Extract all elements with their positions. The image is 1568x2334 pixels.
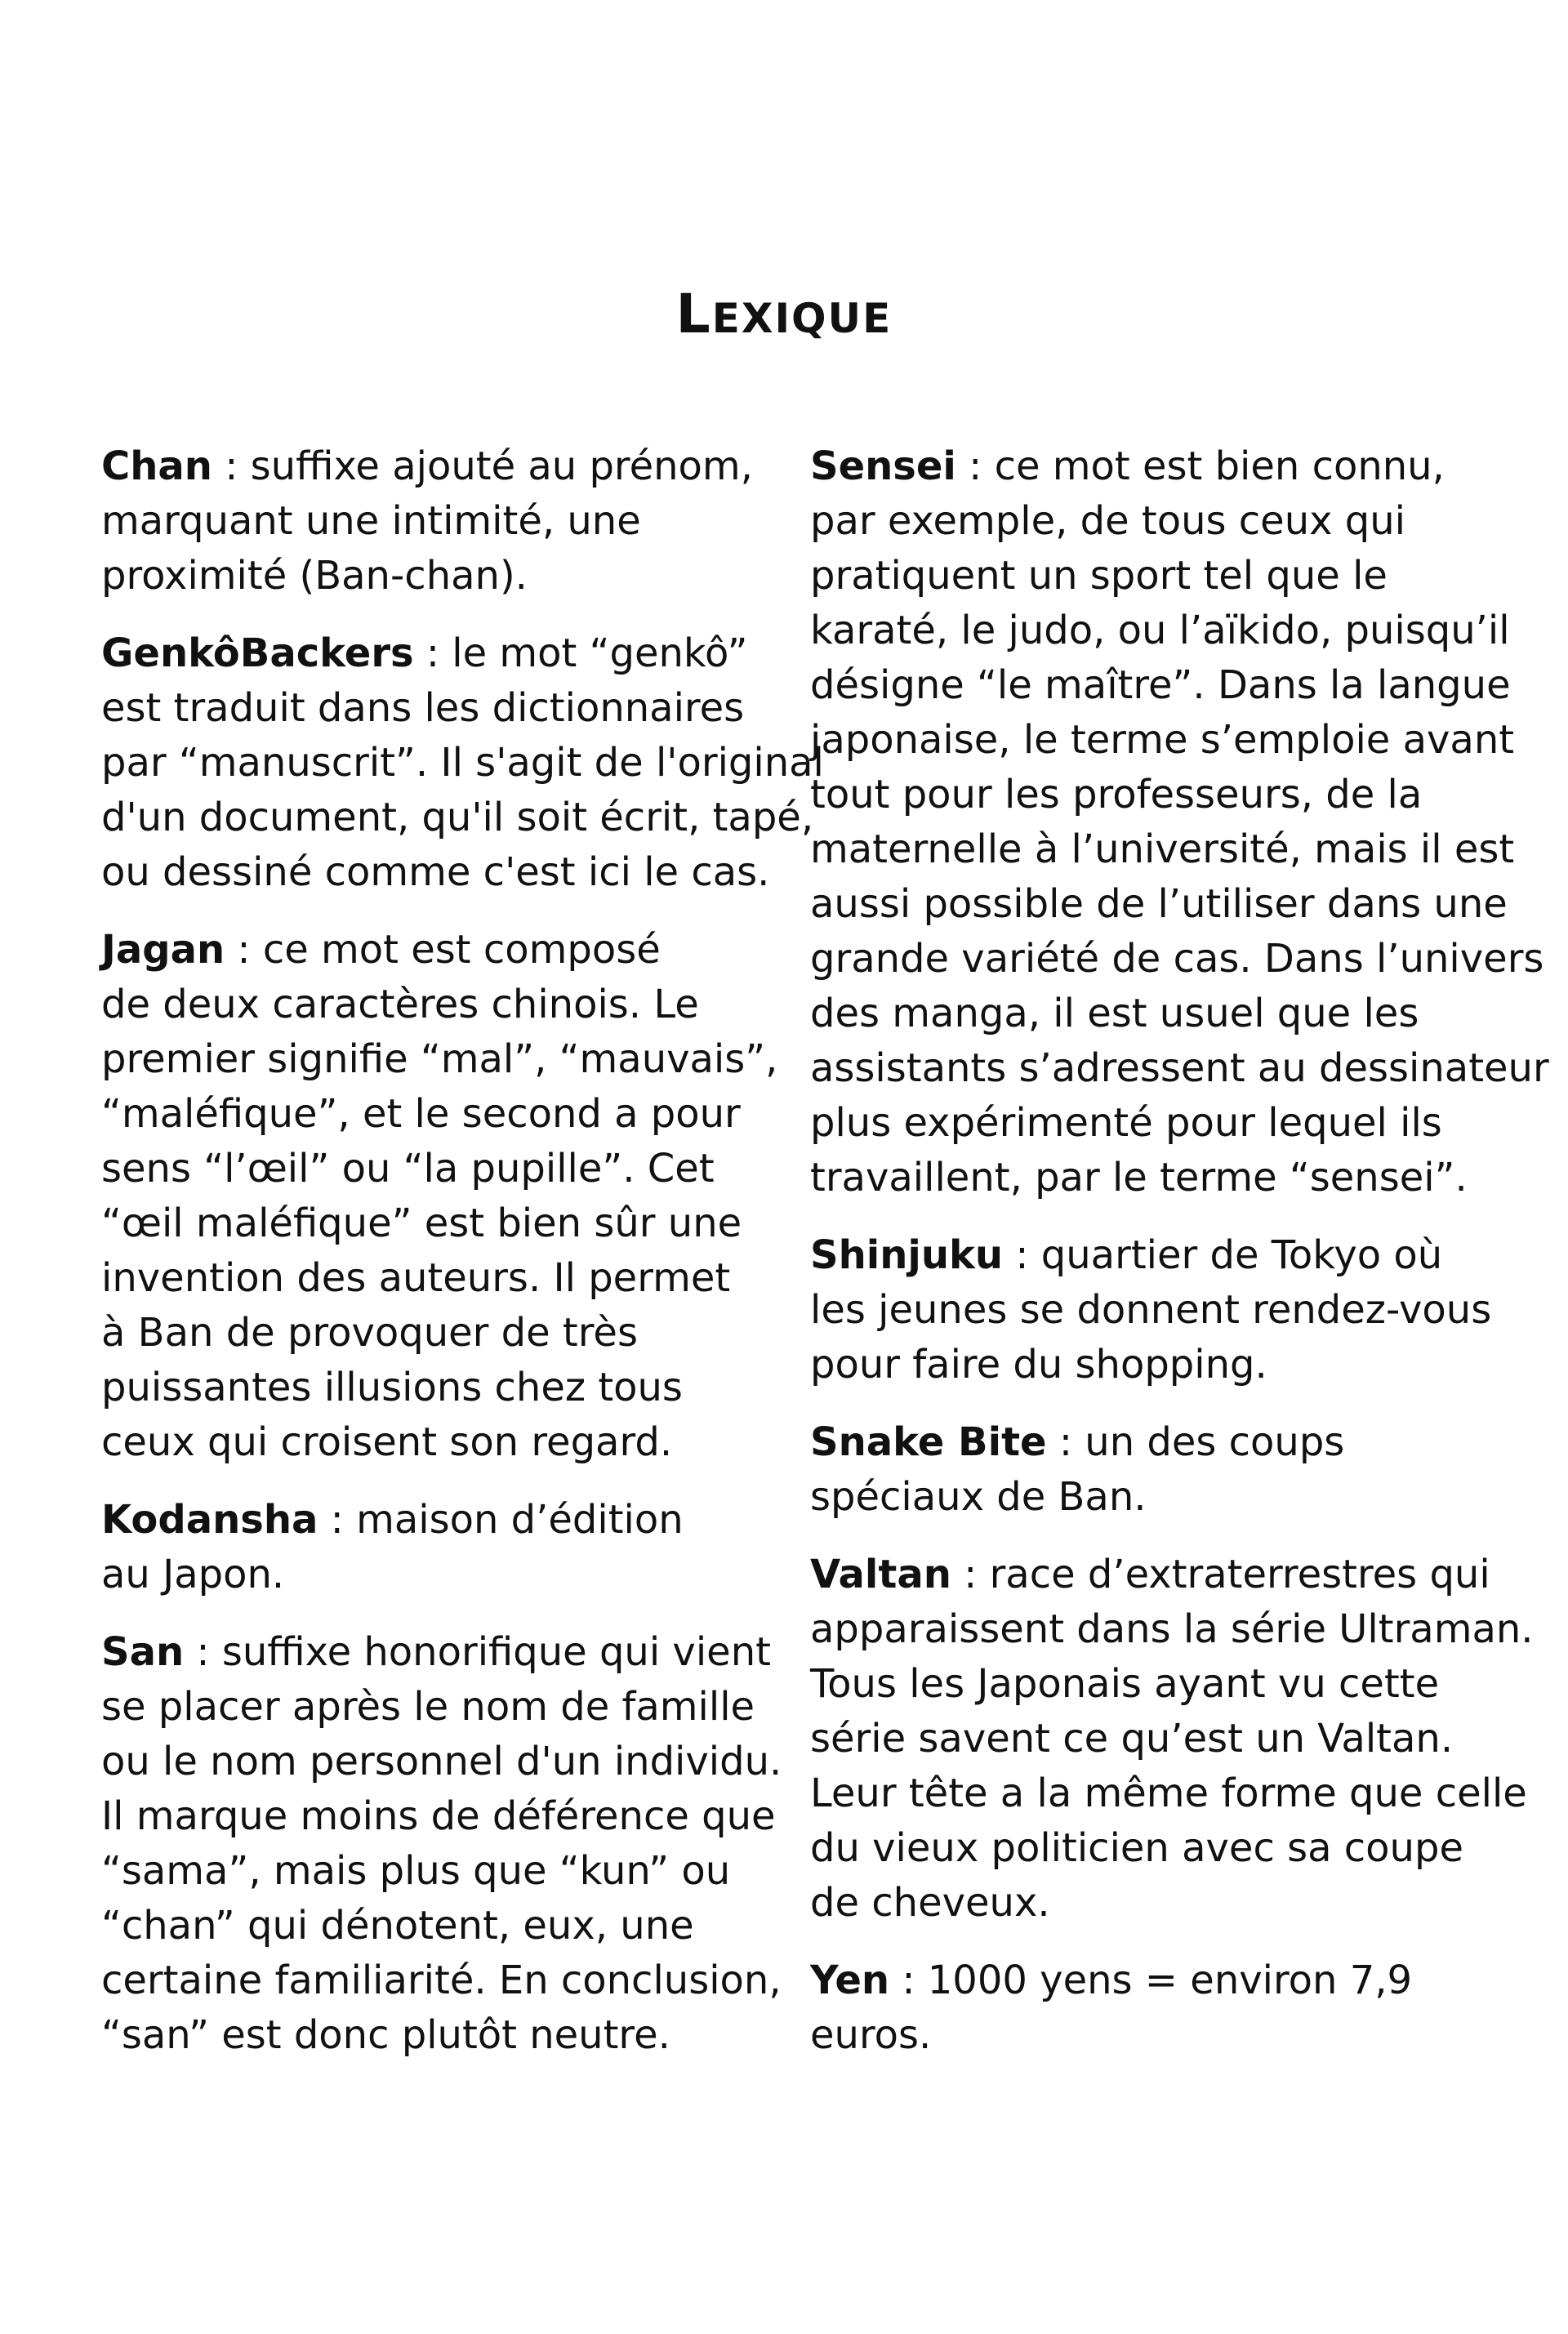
entry-line: euros. <box>810 2012 932 2058</box>
entry-line: “chan” qui dénotent, eux, une <box>101 1903 694 1949</box>
entry-line: au Japon. <box>101 1552 285 1597</box>
entry-line: à Ban de provoquer de très <box>101 1310 638 1356</box>
entry-line: par “manuscrit”. Il s'agit de l'original <box>101 740 824 786</box>
entry-line <box>101 1625 771 1680</box>
entry-definition: : maison d’édition <box>318 1497 684 1543</box>
entry-line: Il marque moins de déférence que <box>101 1793 776 1839</box>
entry-line <box>101 1493 755 1548</box>
entry-line: est traduit dans les dictionnaires <box>101 685 745 731</box>
entry-line: des manga, il est usuel que les <box>810 991 1419 1036</box>
entry-line: du vieux politicien avec sa coupe <box>810 1825 1463 1871</box>
entry-line: ou le nom personnel d'un individu. <box>101 1739 782 1784</box>
entry-line: maternelle à l’université, mais il est <box>810 826 1515 872</box>
entry-line <box>810 439 1496 494</box>
right-column <box>810 439 1549 2086</box>
lexicon-entry-san <box>101 1625 782 2063</box>
entry-line <box>101 626 755 681</box>
lexicon-entry-genkobackers <box>101 626 824 900</box>
entry-definition: : suffixe ajouté au prénom, <box>212 443 753 489</box>
entry-definition: : ce mot est bien connu, <box>956 443 1445 489</box>
entry-term: Snake Bite <box>810 1419 1047 1465</box>
left-column <box>101 439 824 2086</box>
entry-line: par exemple, de tous ceux qui <box>810 498 1405 544</box>
entry-line <box>101 439 755 494</box>
entry-line: ou dessiné comme c'est ici le cas. <box>101 849 770 895</box>
entry-line: Leur tête a la même forme que celle <box>810 1771 1527 1816</box>
entry-line: “san” est donc plutôt neutre. <box>101 2012 670 2058</box>
entry-line: les jeunes se donnent rendez-vous <box>810 1287 1492 1333</box>
entry-line: ceux qui croisent son regard. <box>101 1419 673 1465</box>
lexicon-entry-valtan <box>810 1548 1534 1931</box>
entry-line: “sama”, mais plus que “kun” ou <box>101 1848 731 1894</box>
entry-line <box>810 1228 1496 1283</box>
entry-line <box>810 1548 1496 1602</box>
title-first-letter: L <box>675 283 712 345</box>
entry-line: spéciaux de Ban. <box>810 1474 1147 1520</box>
entry-definition: : ce mot est composé <box>225 927 661 973</box>
entry-line: plus expérimenté pour lequel ils <box>810 1100 1442 1146</box>
entry-term: Valtan <box>810 1552 951 1597</box>
entry-line: “œil maléfique” est bien sûr une <box>101 1200 742 1246</box>
lexicon-entry-kodansha <box>101 1493 755 1602</box>
entry-term: Sensei <box>810 443 956 489</box>
entry-definition: : 1000 yens = environ 7,9 <box>889 1958 1413 2003</box>
entry-line: pratiquent un sport tel que le <box>810 553 1388 599</box>
entry-line: marquant une intimité, une <box>101 498 641 544</box>
entry-definition: : un des coups <box>1046 1419 1345 1465</box>
entry-term: GenkôBackers <box>101 630 414 676</box>
entry-term: Jagan <box>101 927 225 973</box>
entry-line: proximité (Ban-chan). <box>101 553 528 599</box>
entry-line: pour faire du shopping. <box>810 1342 1267 1387</box>
entry-line: sens “l’œil” ou “la pupille”. Cet <box>101 1146 715 1191</box>
entry-term: Chan <box>101 443 212 489</box>
entry-line: karaté, le judo, ou l’aïkido, puisqu’il <box>810 608 1510 653</box>
lexicon-entry-sensei <box>810 439 1549 1205</box>
entry-definition: : race d’extraterrestres qui <box>951 1552 1490 1597</box>
entry-line: aussi possible de l’utiliser dans une <box>810 881 1508 927</box>
entry-line <box>810 1415 1496 1470</box>
entry-line: grande variété de cas. Dans l’univers <box>810 936 1544 982</box>
entry-definition: : quartier de Tokyo où <box>1003 1232 1443 1278</box>
title-rest: EXIQUE <box>711 295 893 342</box>
entry-line: apparaissent dans la série Ultraman. <box>810 1606 1534 1652</box>
entry-term: Shinjuku <box>810 1232 1004 1278</box>
entry-line: invention des auteurs. Il permet <box>101 1255 731 1301</box>
entry-line <box>810 1953 1496 2008</box>
entry-line: Tous les Japonais ayant vu cette <box>810 1661 1440 1707</box>
entry-line: tout pour les professeurs, de la <box>810 772 1423 817</box>
lexicon-entry-yen <box>810 1953 1496 2063</box>
entry-line: désigne “le maître”. Dans la langue <box>810 662 1511 708</box>
entry-line: de cheveux. <box>810 1880 1050 1926</box>
page-title <box>0 283 1568 345</box>
lexicon-entry-jagan <box>101 923 778 1470</box>
entry-term: San <box>101 1629 185 1675</box>
entry-definition: : suffixe honorifique qui vient <box>184 1629 771 1675</box>
entry-line: série savent ce qu’est un Valtan. <box>810 1716 1454 1762</box>
entry-line: certaine familiarité. En conclusion, <box>101 1958 782 2003</box>
entry-line: travaillent, par le terme “sensei”. <box>810 1155 1468 1200</box>
entry-line: “maléfique”, et le second a pour <box>101 1091 741 1137</box>
lexicon-entry-snake-bite <box>810 1415 1496 1525</box>
entry-line: de deux caractères chinois. Le <box>101 982 699 1027</box>
entry-term: Yen <box>810 1958 890 2003</box>
entry-line <box>101 923 755 978</box>
entry-line: japonaise, le terme s’emploie avant <box>810 717 1515 763</box>
entry-line: assistants s’adressent au dessinateur <box>810 1045 1549 1091</box>
entry-definition: : le mot “genkô” <box>413 630 748 676</box>
entry-line: se placer après le nom de famille <box>101 1684 755 1730</box>
entry-line: puissantes illusions chez tous <box>101 1365 683 1410</box>
entry-line: d'un document, qu'il soit écrit, tapé, <box>101 795 814 840</box>
entry-line: premier signifie “mal”, “mauvais”, <box>101 1036 778 1082</box>
entry-term: Kodansha <box>101 1497 318 1543</box>
lexicon-entry-chan <box>101 439 755 604</box>
lexicon-entry-shinjuku <box>810 1228 1496 1392</box>
